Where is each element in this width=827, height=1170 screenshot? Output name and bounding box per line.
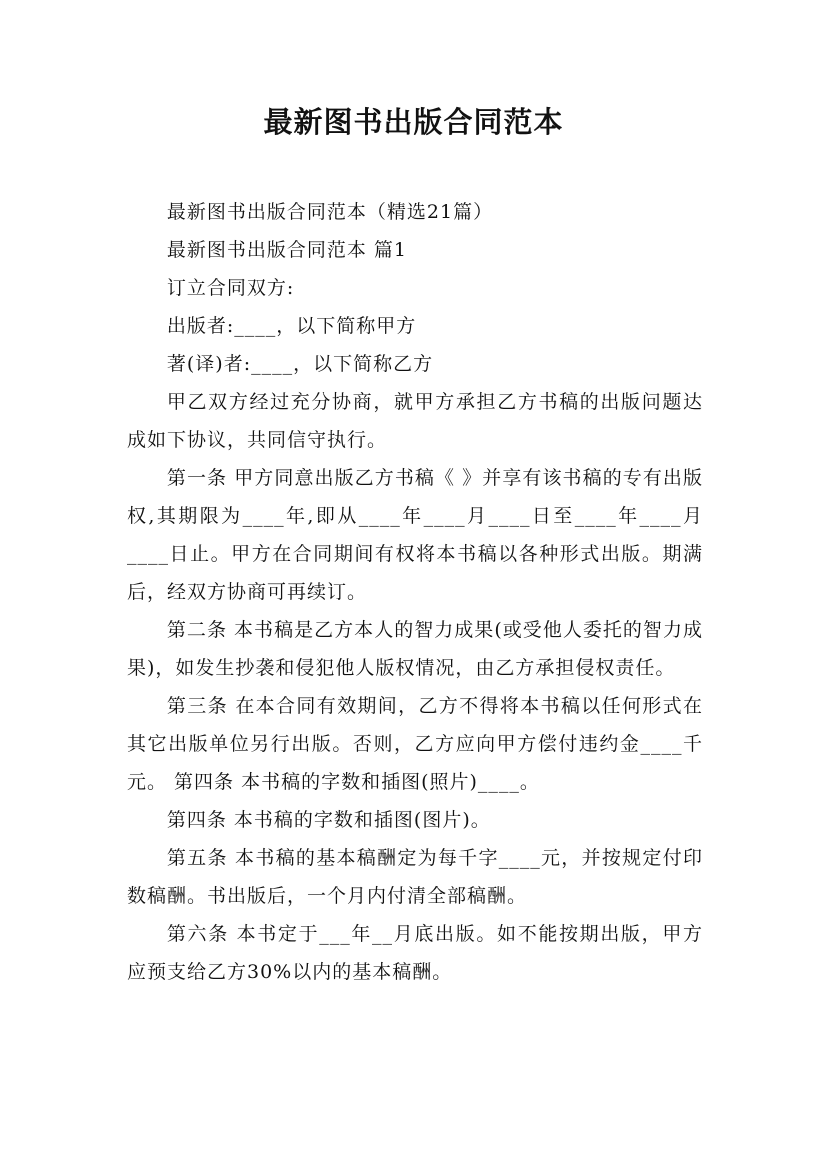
paragraph-publisher: 出版者:____，以下简称甲方 [166, 315, 417, 337]
paragraph-subtitle: 最新图书出版合同范本（精选21篇） [166, 201, 494, 223]
document-body [127, 193, 703, 991]
paragraph-article-2: 第二条 本书稿是乙方本人的智力成果(或受他人委托的智力成果)，如发生抄袭和侵犯他人版权情况，由乙方承担侵权责任。 [127, 619, 703, 679]
paragraph-article-6: 第六条 本书定于___年__月底出版。如不能按期出版，甲方应预支给乙方30%以内的基本稿酬。 [127, 923, 703, 983]
paragraph-agreement-preamble: 甲乙双方经过充分协商，就甲方承担乙方书稿的出版问题达成如下协议，共同信守执行。 [127, 391, 703, 451]
paragraph-article-3: 第三条 在本合同有效期间，乙方不得将本书稿以任何形式在其它出版单位另行出版。否则，乙方应向甲方偿付违约金____千元。 第四条 本书稿的字数和插图(照片)____。 [127, 695, 703, 793]
paragraph-article-5: 第五条 本书稿的基本稿酬定为每千字____元，并按规定付印数稿酬。书出版后，一个月内付清全部稿酬。 [127, 847, 703, 907]
document-title: 最新图书出版合同范本 [263, 105, 564, 139]
paragraph-parties-intro: 订立合同双方: [166, 277, 295, 299]
paragraph-author: 著(译)者:____，以下简称乙方 [166, 353, 434, 375]
paragraph-article-1: 第一条 甲方同意出版乙方书稿《 》并享有该书稿的专有出版权,其期限为____年,即从____年____月____日至____年____月____日止。甲方在合同期间有权将本书稿以各种形式出版。期满后，经双方协商可再续订。 [127, 467, 703, 603]
paragraph-article-4: 第四条 本书稿的字数和插图(图片)。 [166, 809, 491, 831]
paragraph-section-heading: 最新图书出版合同范本 篇1 [166, 239, 408, 261]
